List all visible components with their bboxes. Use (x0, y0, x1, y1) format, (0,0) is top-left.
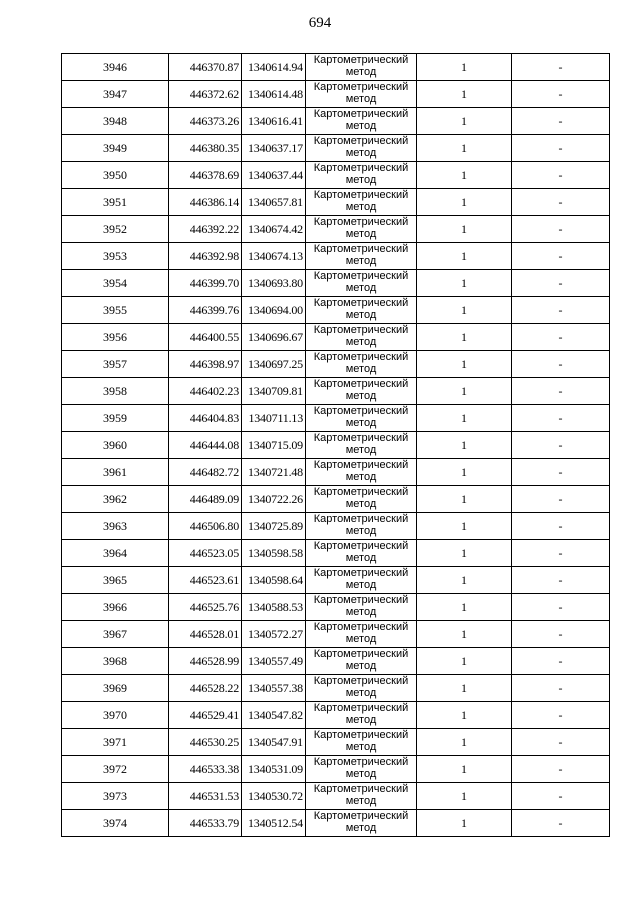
note-cell: - (512, 189, 610, 216)
method-line-2: метод (345, 714, 377, 726)
table-row (62, 108, 610, 135)
precision-cell: 1 (417, 756, 512, 783)
y-coordinate-cell: 1340725.89 (242, 513, 306, 540)
method-line-2: метод (345, 633, 377, 645)
precision-cell: 1 (417, 486, 512, 513)
table-row (62, 54, 610, 81)
note-cell: - (512, 486, 610, 513)
method-line-1: Картометрический (313, 324, 409, 336)
x-coordinate-cell: 446399.76 (169, 297, 242, 324)
table-row (62, 567, 610, 594)
method-cell (306, 216, 417, 243)
y-coordinate-cell: 1340693.80 (242, 270, 306, 297)
table-row (62, 486, 610, 513)
table-row (62, 594, 610, 621)
x-coordinate-cell: 446372.62 (169, 81, 242, 108)
x-coordinate-cell: 446533.79 (169, 810, 242, 837)
point-number-cell: 3971 (62, 729, 169, 756)
method-line-1: Картометрический (313, 702, 409, 714)
method-text (306, 243, 416, 267)
method-line-2: метод (345, 525, 377, 537)
x-coordinate-cell: 446378.69 (169, 162, 242, 189)
y-coordinate-cell: 1340547.82 (242, 702, 306, 729)
method-line-1: Картометрический (313, 351, 409, 363)
method-cell (306, 54, 417, 81)
method-text (306, 810, 416, 834)
method-line-1: Картометрический (313, 459, 409, 471)
method-line-1: Картометрический (313, 540, 409, 552)
method-line-1: Картометрический (313, 54, 409, 66)
point-number-cell: 3960 (62, 432, 169, 459)
precision-cell: 1 (417, 162, 512, 189)
method-text (306, 405, 416, 429)
y-coordinate-cell: 1340598.58 (242, 540, 306, 567)
table-row (62, 459, 610, 486)
note-cell: - (512, 216, 610, 243)
method-cell (306, 567, 417, 594)
method-cell (306, 810, 417, 837)
table-row (62, 540, 610, 567)
method-text (306, 783, 416, 807)
table-row (62, 216, 610, 243)
x-coordinate-cell: 446525.76 (169, 594, 242, 621)
method-text (306, 378, 416, 402)
method-text (306, 513, 416, 537)
precision-cell: 1 (417, 189, 512, 216)
precision-cell: 1 (417, 513, 512, 540)
method-line-2: метод (345, 255, 377, 267)
table-row (62, 675, 610, 702)
y-coordinate-cell: 1340674.42 (242, 216, 306, 243)
method-cell (306, 432, 417, 459)
method-line-2: метод (345, 120, 377, 132)
table-row (62, 702, 610, 729)
point-number-cell: 3961 (62, 459, 169, 486)
precision-cell: 1 (417, 405, 512, 432)
precision-cell: 1 (417, 243, 512, 270)
coordinates-table (61, 53, 610, 837)
y-coordinate-cell: 1340697.25 (242, 351, 306, 378)
y-coordinate-cell: 1340588.53 (242, 594, 306, 621)
point-number-cell: 3968 (62, 648, 169, 675)
method-cell (306, 81, 417, 108)
method-cell (306, 594, 417, 621)
x-coordinate-cell: 446373.26 (169, 108, 242, 135)
note-cell: - (512, 702, 610, 729)
x-coordinate-cell: 446370.87 (169, 54, 242, 81)
y-coordinate-cell: 1340715.09 (242, 432, 306, 459)
table-row (62, 189, 610, 216)
precision-cell: 1 (417, 81, 512, 108)
y-coordinate-cell: 1340637.17 (242, 135, 306, 162)
method-line-2: метод (345, 309, 377, 321)
precision-cell: 1 (417, 648, 512, 675)
note-cell: - (512, 108, 610, 135)
point-number-cell: 3969 (62, 675, 169, 702)
y-coordinate-cell: 1340657.81 (242, 189, 306, 216)
method-text (306, 81, 416, 105)
method-cell (306, 621, 417, 648)
table-row (62, 351, 610, 378)
note-cell: - (512, 243, 610, 270)
y-coordinate-cell: 1340694.00 (242, 297, 306, 324)
method-cell (306, 702, 417, 729)
note-cell: - (512, 162, 610, 189)
table-row (62, 162, 610, 189)
method-line-2: метод (345, 228, 377, 240)
method-line-2: метод (345, 444, 377, 456)
point-number-cell: 3974 (62, 810, 169, 837)
method-line-1: Картометрический (313, 756, 409, 768)
note-cell: - (512, 81, 610, 108)
table-row (62, 648, 610, 675)
method-text (306, 135, 416, 159)
method-text (306, 648, 416, 672)
x-coordinate-cell: 446530.25 (169, 729, 242, 756)
note-cell: - (512, 648, 610, 675)
y-coordinate-cell: 1340598.64 (242, 567, 306, 594)
note-cell: - (512, 135, 610, 162)
method-text (306, 567, 416, 591)
method-text (306, 297, 416, 321)
table-row (62, 432, 610, 459)
method-text (306, 162, 416, 186)
point-number-cell: 3954 (62, 270, 169, 297)
method-line-2: метод (345, 363, 377, 375)
method-line-2: метод (345, 282, 377, 294)
method-text (306, 54, 416, 78)
precision-cell: 1 (417, 594, 512, 621)
method-line-1: Картометрический (313, 486, 409, 498)
method-line-2: метод (345, 66, 377, 78)
precision-cell: 1 (417, 324, 512, 351)
method-line-1: Картометрический (313, 243, 409, 255)
method-line-2: метод (345, 471, 377, 483)
method-line-1: Картометрический (313, 810, 409, 822)
method-line-1: Картометрический (313, 297, 409, 309)
y-coordinate-cell: 1340709.81 (242, 378, 306, 405)
method-line-1: Картометрический (313, 783, 409, 795)
x-coordinate-cell: 446523.05 (169, 540, 242, 567)
x-coordinate-cell: 446529.41 (169, 702, 242, 729)
precision-cell: 1 (417, 729, 512, 756)
note-cell: - (512, 675, 610, 702)
method-line-1: Картометрический (313, 432, 409, 444)
point-number-cell: 3948 (62, 108, 169, 135)
table-row (62, 756, 610, 783)
point-number-cell: 3958 (62, 378, 169, 405)
method-cell (306, 378, 417, 405)
method-line-1: Картометрический (313, 162, 409, 174)
method-cell (306, 648, 417, 675)
method-line-2: метод (345, 660, 377, 672)
point-number-cell: 3956 (62, 324, 169, 351)
x-coordinate-cell: 446400.55 (169, 324, 242, 351)
method-line-2: метод (345, 93, 377, 105)
note-cell: - (512, 54, 610, 81)
method-text (306, 540, 416, 564)
point-number-cell: 3953 (62, 243, 169, 270)
x-coordinate-cell: 446399.70 (169, 270, 242, 297)
point-number-cell: 3959 (62, 405, 169, 432)
method-line-2: метод (345, 741, 377, 753)
y-coordinate-cell: 1340512.54 (242, 810, 306, 837)
y-coordinate-cell: 1340572.27 (242, 621, 306, 648)
method-line-2: метод (345, 552, 377, 564)
precision-cell: 1 (417, 621, 512, 648)
precision-cell: 1 (417, 351, 512, 378)
point-number-cell: 3957 (62, 351, 169, 378)
precision-cell: 1 (417, 432, 512, 459)
table-row (62, 513, 610, 540)
x-coordinate-cell: 446386.14 (169, 189, 242, 216)
x-coordinate-cell: 446398.97 (169, 351, 242, 378)
method-line-1: Картометрический (313, 621, 409, 633)
x-coordinate-cell: 446482.72 (169, 459, 242, 486)
method-line-2: метод (345, 768, 377, 780)
method-text (306, 729, 416, 753)
point-number-cell: 3973 (62, 783, 169, 810)
note-cell: - (512, 756, 610, 783)
note-cell: - (512, 405, 610, 432)
note-cell: - (512, 324, 610, 351)
table-row (62, 324, 610, 351)
method-line-1: Картометрический (313, 675, 409, 687)
table-row (62, 729, 610, 756)
precision-cell: 1 (417, 378, 512, 405)
precision-cell: 1 (417, 108, 512, 135)
method-cell (306, 108, 417, 135)
method-line-1: Картометрический (313, 81, 409, 93)
note-cell: - (512, 567, 610, 594)
method-cell (306, 486, 417, 513)
precision-cell: 1 (417, 459, 512, 486)
method-line-2: метод (345, 417, 377, 429)
precision-cell: 1 (417, 216, 512, 243)
x-coordinate-cell: 446531.53 (169, 783, 242, 810)
table-row (62, 621, 610, 648)
note-cell: - (512, 513, 610, 540)
point-number-cell: 3955 (62, 297, 169, 324)
method-cell (306, 540, 417, 567)
point-number-cell: 3947 (62, 81, 169, 108)
y-coordinate-cell: 1340637.44 (242, 162, 306, 189)
table-row (62, 810, 610, 837)
note-cell: - (512, 810, 610, 837)
method-cell (306, 324, 417, 351)
method-line-1: Картометрический (313, 108, 409, 120)
note-cell: - (512, 432, 610, 459)
method-line-2: метод (345, 498, 377, 510)
precision-cell: 1 (417, 297, 512, 324)
method-text (306, 432, 416, 456)
point-number-cell: 3946 (62, 54, 169, 81)
y-coordinate-cell: 1340674.13 (242, 243, 306, 270)
point-number-cell: 3964 (62, 540, 169, 567)
precision-cell: 1 (417, 54, 512, 81)
y-coordinate-cell: 1340531.09 (242, 756, 306, 783)
method-line-2: метод (345, 795, 377, 807)
method-text (306, 270, 416, 294)
precision-cell: 1 (417, 675, 512, 702)
x-coordinate-cell: 446489.09 (169, 486, 242, 513)
y-coordinate-cell: 1340711.13 (242, 405, 306, 432)
method-text (306, 216, 416, 240)
note-cell: - (512, 783, 610, 810)
method-cell (306, 189, 417, 216)
note-cell: - (512, 351, 610, 378)
x-coordinate-cell: 446506.80 (169, 513, 242, 540)
method-cell (306, 270, 417, 297)
x-coordinate-cell: 446528.01 (169, 621, 242, 648)
page-number: 694 (308, 15, 332, 31)
method-line-1: Картометрический (313, 378, 409, 390)
table-row (62, 270, 610, 297)
method-line-2: метод (345, 606, 377, 618)
x-coordinate-cell: 446380.35 (169, 135, 242, 162)
y-coordinate-cell: 1340614.94 (242, 54, 306, 81)
note-cell: - (512, 594, 610, 621)
point-number-cell: 3949 (62, 135, 169, 162)
table-row (62, 135, 610, 162)
point-number-cell: 3967 (62, 621, 169, 648)
method-text (306, 459, 416, 483)
point-number-cell: 3962 (62, 486, 169, 513)
method-text (306, 108, 416, 132)
method-cell (306, 756, 417, 783)
method-line-2: метод (345, 579, 377, 591)
point-number-cell: 3966 (62, 594, 169, 621)
precision-cell: 1 (417, 135, 512, 162)
table-row (62, 243, 610, 270)
y-coordinate-cell: 1340614.48 (242, 81, 306, 108)
precision-cell: 1 (417, 702, 512, 729)
method-line-2: метод (345, 147, 377, 159)
y-coordinate-cell: 1340530.72 (242, 783, 306, 810)
precision-cell: 1 (417, 270, 512, 297)
method-cell (306, 135, 417, 162)
method-line-1: Картометрический (313, 648, 409, 660)
method-text (306, 702, 416, 726)
method-line-2: метод (345, 390, 377, 402)
method-line-1: Картометрический (313, 405, 409, 417)
method-line-2: метод (345, 174, 377, 186)
table-row (62, 81, 610, 108)
x-coordinate-cell: 446404.83 (169, 405, 242, 432)
note-cell: - (512, 297, 610, 324)
note-cell: - (512, 540, 610, 567)
point-number-cell: 3970 (62, 702, 169, 729)
x-coordinate-cell: 446444.08 (169, 432, 242, 459)
method-line-1: Картометрический (313, 594, 409, 606)
point-number-cell: 3963 (62, 513, 169, 540)
y-coordinate-cell: 1340557.38 (242, 675, 306, 702)
method-line-1: Картометрический (313, 270, 409, 282)
method-cell (306, 459, 417, 486)
method-line-2: метод (345, 201, 377, 213)
table-row (62, 378, 610, 405)
point-number-cell: 3972 (62, 756, 169, 783)
y-coordinate-cell: 1340557.49 (242, 648, 306, 675)
point-number-cell: 3952 (62, 216, 169, 243)
note-cell: - (512, 621, 610, 648)
table-row (62, 783, 610, 810)
method-cell (306, 297, 417, 324)
y-coordinate-cell: 1340696.67 (242, 324, 306, 351)
method-line-2: метод (345, 336, 377, 348)
precision-cell: 1 (417, 567, 512, 594)
note-cell: - (512, 729, 610, 756)
method-text (306, 594, 416, 618)
x-coordinate-cell: 446528.22 (169, 675, 242, 702)
y-coordinate-cell: 1340616.41 (242, 108, 306, 135)
method-text (306, 486, 416, 510)
method-line-1: Картометрический (313, 135, 409, 147)
method-text (306, 189, 416, 213)
method-text (306, 351, 416, 375)
x-coordinate-cell: 446392.98 (169, 243, 242, 270)
method-line-1: Картометрический (313, 729, 409, 741)
method-cell (306, 513, 417, 540)
x-coordinate-cell: 446523.61 (169, 567, 242, 594)
method-text (306, 621, 416, 645)
method-cell (306, 675, 417, 702)
method-text (306, 324, 416, 348)
method-cell (306, 783, 417, 810)
y-coordinate-cell: 1340722.26 (242, 486, 306, 513)
table-row (62, 405, 610, 432)
y-coordinate-cell: 1340547.91 (242, 729, 306, 756)
method-cell (306, 405, 417, 432)
precision-cell: 1 (417, 540, 512, 567)
table-body (62, 54, 610, 837)
method-line-1: Картометрический (313, 189, 409, 201)
x-coordinate-cell: 446533.38 (169, 756, 242, 783)
table-row (62, 297, 610, 324)
precision-cell: 1 (417, 783, 512, 810)
method-cell (306, 243, 417, 270)
method-cell (306, 162, 417, 189)
method-line-1: Картометрический (313, 513, 409, 525)
note-cell: - (512, 459, 610, 486)
method-line-2: метод (345, 822, 377, 834)
note-cell: - (512, 270, 610, 297)
precision-cell: 1 (417, 810, 512, 837)
x-coordinate-cell: 446528.99 (169, 648, 242, 675)
method-line-1: Картометрический (313, 567, 409, 579)
point-number-cell: 3951 (62, 189, 169, 216)
point-number-cell: 3965 (62, 567, 169, 594)
x-coordinate-cell: 446402.23 (169, 378, 242, 405)
y-coordinate-cell: 1340721.48 (242, 459, 306, 486)
x-coordinate-cell: 446392.22 (169, 216, 242, 243)
method-line-1: Картометрический (313, 216, 409, 228)
point-number-cell: 3950 (62, 162, 169, 189)
method-text (306, 756, 416, 780)
method-cell (306, 351, 417, 378)
note-cell: - (512, 378, 610, 405)
method-line-2: метод (345, 687, 377, 699)
method-text (306, 675, 416, 699)
method-cell (306, 729, 417, 756)
